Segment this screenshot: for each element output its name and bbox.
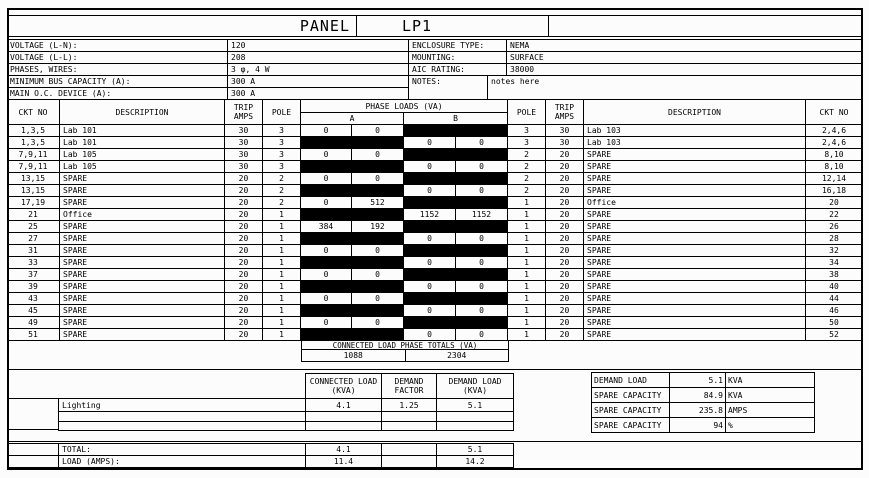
total-connected-load: 4.1 (305, 443, 382, 456)
phase-a-value-cell: 0 (301, 197, 352, 209)
phase-b-value-cell: 0 (404, 329, 456, 341)
pole-right-cell: 3 (508, 137, 546, 149)
pole-right-cell: 2 (508, 173, 546, 185)
trip-amps-right-cell: 20 (546, 209, 584, 221)
phase-a-filled-cell (301, 209, 404, 221)
ckt-no-left-cell: 7,9,11 (7, 149, 60, 161)
demand-summary-label: SPARE CAPACITY (592, 388, 670, 403)
phase-b-value-cell: 0 (404, 161, 456, 173)
ckt-no-left-cell: 21 (7, 209, 60, 221)
info-label: VOLTAGE (L-N): (7, 40, 228, 52)
ckt-no-right-cell: 32 (806, 245, 863, 257)
pole-right-cell: 3 (508, 125, 546, 137)
trip-amps-right-cell: 20 (546, 329, 584, 341)
ckt-no-left-cell: 17,19 (7, 197, 60, 209)
trip-amps-left-cell: 30 (225, 137, 263, 149)
header-pole-right: POLE (508, 100, 546, 125)
trip-amps-left-cell: 20 (225, 305, 263, 317)
description-right-cell: SPARE (584, 269, 806, 281)
classification-connected-load: 4.1 (305, 398, 382, 412)
ckt-no-left-cell: 13,15 (7, 173, 60, 185)
info-label: MINIMUM BUS CAPACITY (A): (7, 76, 228, 88)
demand-summary-value: 84.9 (670, 388, 726, 403)
pole-left-cell: 1 (263, 221, 301, 233)
breaker-table (7, 99, 863, 341)
phase-a-value-cell: 0 (301, 149, 352, 161)
pole-left-cell: 3 (263, 149, 301, 161)
info-label: VOLTAGE (L-L): (7, 52, 228, 64)
pole-right-cell: 1 (508, 305, 546, 317)
phase-a-value-cell: 0 (352, 125, 404, 137)
description-left-cell: SPARE (60, 281, 225, 293)
ckt-no-left-cell: 51 (7, 329, 60, 341)
ckt-no-left-cell: 49 (7, 317, 60, 329)
pole-right-cell: 1 (508, 257, 546, 269)
pole-right-cell: 1 (508, 317, 546, 329)
phase-b-value-cell: 0 (404, 185, 456, 197)
pole-left-cell: 1 (263, 269, 301, 281)
trip-amps-left-cell: 20 (225, 269, 263, 281)
description-right-cell: SPARE (584, 245, 806, 257)
pole-left-cell: 1 (263, 317, 301, 329)
panel-name: LP1 (357, 15, 549, 36)
trip-amps-left-cell: 20 (225, 185, 263, 197)
demand-summary-unit: KVA (726, 373, 815, 388)
description-left-cell: Lab 101 (60, 137, 225, 149)
phase-b-value-cell: 0 (456, 233, 508, 245)
amps-margin-cell (7, 455, 59, 468)
phase-a-value-cell: 0 (301, 173, 352, 185)
classification-demand-load (436, 421, 514, 431)
trip-amps-left-cell: 20 (225, 257, 263, 269)
phase-a-value-cell: 0 (301, 125, 352, 137)
trip-amps-left-cell: 20 (225, 197, 263, 209)
trip-amps-left-cell: 20 (225, 173, 263, 185)
trip-amps-right-cell: 30 (546, 137, 584, 149)
totals-divider-line (7, 441, 863, 442)
pole-left-cell: 1 (263, 293, 301, 305)
demand-summary-label: SPARE CAPACITY (592, 418, 670, 433)
load-amps-factor (381, 455, 437, 468)
trip-amps-right-cell: 20 (546, 281, 584, 293)
trip-amps-right-cell: 20 (546, 233, 584, 245)
trip-amps-right-cell: 30 (546, 125, 584, 137)
pole-left-cell: 1 (263, 257, 301, 269)
trip-amps-right-cell: 20 (546, 221, 584, 233)
ckt-no-right-cell: 22 (806, 209, 863, 221)
demand-summary-table (591, 372, 815, 433)
ckt-no-left-cell: 45 (7, 305, 60, 317)
description-right-cell: SPARE (584, 281, 806, 293)
description-right-cell: SPARE (584, 161, 806, 173)
trip-amps-right-cell: 20 (546, 293, 584, 305)
panel-info-left (7, 39, 409, 100)
info-value: 300 A (228, 88, 409, 100)
info-value: 38000 (506, 63, 863, 76)
ckt-no-right-cell: 8,10 (806, 149, 863, 161)
description-right-cell: SPARE (584, 221, 806, 233)
phase-b-value-cell: 1152 (456, 209, 508, 221)
header-demand-load: DEMAND LOAD (KVA) (436, 373, 514, 399)
description-right-cell: SPARE (584, 257, 806, 269)
description-right-cell: SPARE (584, 173, 806, 185)
title-row (7, 15, 863, 37)
ckt-no-left-cell: 13,15 (7, 185, 60, 197)
info-value: 120 (228, 40, 409, 52)
phase-a-total: 1088 (302, 350, 406, 361)
notes-label: NOTES: (408, 75, 488, 100)
phase-a-value-cell: 0 (352, 269, 404, 281)
ckt-no-left-cell: 25 (7, 221, 60, 233)
pole-left-cell: 2 (263, 185, 301, 197)
demand-summary-label: DEMAND LOAD (592, 373, 670, 388)
pole-right-cell: 2 (508, 161, 546, 173)
header-description-left: DESCRIPTION (60, 100, 225, 125)
ckt-no-right-cell: 2,4,6 (806, 125, 863, 137)
ckt-no-right-cell: 38 (806, 269, 863, 281)
demand-summary-label: SPARE CAPACITY (592, 403, 670, 418)
trip-amps-right-cell: 20 (546, 173, 584, 185)
pole-right-cell: 1 (508, 281, 546, 293)
trip-amps-right-cell: 20 (546, 269, 584, 281)
ckt-no-right-cell: 26 (806, 221, 863, 233)
trip-amps-right-cell: 20 (546, 245, 584, 257)
pole-left-cell: 1 (263, 245, 301, 257)
demand-summary-value: 235.8 (670, 403, 726, 418)
description-right-cell: SPARE (584, 329, 806, 341)
phase-a-value-cell: 0 (301, 293, 352, 305)
phase-a-value-cell: 0 (301, 269, 352, 281)
total-label: TOTAL: (58, 443, 306, 456)
phase-b-value-cell: 0 (456, 161, 508, 173)
pole-left-cell: 1 (263, 281, 301, 293)
trip-amps-left-cell: 20 (225, 233, 263, 245)
phase-a-value-cell: 384 (301, 221, 352, 233)
ckt-no-right-cell: 2,4,6 (806, 137, 863, 149)
ckt-no-left-cell: 31 (7, 245, 60, 257)
notes-value: notes here (487, 75, 863, 100)
load-amps-connected: 11.4 (305, 455, 382, 468)
ckt-no-left-cell: 27 (7, 233, 60, 245)
ckt-no-right-cell: 50 (806, 317, 863, 329)
trip-amps-left-cell: 20 (225, 281, 263, 293)
phase-b-filled-cell (404, 221, 508, 233)
description-right-cell: Lab 103 (584, 137, 806, 149)
pole-right-cell: 1 (508, 269, 546, 281)
phase-b-value-cell: 1152 (404, 209, 456, 221)
phase-a-filled-cell (301, 185, 404, 197)
pole-left-cell: 3 (263, 125, 301, 137)
phase-a-filled-cell (301, 233, 404, 245)
info-value: 3 φ, 4 W (228, 64, 409, 76)
ckt-no-left-cell: 1,3,5 (7, 125, 60, 137)
phase-b-filled-cell (404, 149, 508, 161)
pole-right-cell: 2 (508, 185, 546, 197)
description-left-cell: SPARE (60, 269, 225, 281)
phase-a-value-cell: 0 (352, 317, 404, 329)
demand-summary-unit: KVA (726, 388, 815, 403)
demand-summary-value: 94 (670, 418, 726, 433)
phase-b-filled-cell (404, 245, 508, 257)
phase-a-value-cell: 0 (301, 245, 352, 257)
phase-a-value-cell: 512 (352, 197, 404, 209)
classification-demand-factor (381, 421, 437, 431)
trip-amps-left-cell: 20 (225, 221, 263, 233)
ckt-no-left-cell: 43 (7, 293, 60, 305)
pole-right-cell: 1 (508, 329, 546, 341)
phase-a-filled-cell (301, 281, 404, 293)
phase-b-filled-cell (404, 317, 508, 329)
description-left-cell: SPARE (60, 221, 225, 233)
phase-b-filled-cell (404, 197, 508, 209)
ckt-no-right-cell: 34 (806, 257, 863, 269)
description-right-cell: Lab 103 (584, 125, 806, 137)
phase-a-value-cell: 192 (352, 221, 404, 233)
pole-left-cell: 2 (263, 173, 301, 185)
trip-amps-right-cell: 20 (546, 305, 584, 317)
description-left-cell: Lab 105 (60, 149, 225, 161)
info-value: SURFACE (506, 51, 863, 64)
phase-a-filled-cell (301, 305, 404, 317)
info-label: MAIN O.C. DEVICE (A): (7, 88, 228, 100)
classification-margin-cell (7, 398, 59, 430)
total-demand-load: 5.1 (436, 443, 514, 456)
demand-summary-unit: % (726, 418, 815, 433)
info-label: MOUNTING: (408, 51, 507, 64)
trip-amps-right-cell: 20 (546, 257, 584, 269)
description-left-cell: SPARE (60, 305, 225, 317)
header-trip-amps-right: TRIP AMPS (546, 100, 584, 125)
classification-name: Lighting (58, 398, 306, 412)
panel-title-label: PANEL (7, 15, 357, 36)
description-left-cell: SPARE (60, 317, 225, 329)
info-value: 208 (228, 52, 409, 64)
trip-amps-right-cell: 20 (546, 149, 584, 161)
pole-left-cell: 1 (263, 329, 301, 341)
trip-amps-left-cell: 30 (225, 161, 263, 173)
pole-left-cell: 1 (263, 305, 301, 317)
description-left-cell: SPARE (60, 293, 225, 305)
demand-summary-unit: AMPS (726, 403, 815, 418)
header-pole-left: POLE (263, 100, 301, 125)
phase-b-value-cell: 0 (456, 281, 508, 293)
header-ckt-no-right: CKT NO (806, 100, 863, 125)
ckt-no-right-cell: 44 (806, 293, 863, 305)
pole-right-cell: 2 (508, 149, 546, 161)
pole-left-cell: 3 (263, 161, 301, 173)
phase-a-filled-cell (301, 257, 404, 269)
phase-b-value-cell: 0 (404, 305, 456, 317)
pole-left-cell: 1 (263, 209, 301, 221)
trip-amps-right-cell: 20 (546, 185, 584, 197)
phase-a-filled-cell (301, 137, 404, 149)
pole-left-cell: 1 (263, 233, 301, 245)
ckt-no-right-cell: 12,14 (806, 173, 863, 185)
ckt-no-left-cell: 33 (7, 257, 60, 269)
info-label: ENCLOSURE TYPE: (408, 39, 507, 52)
phase-b-value-cell: 0 (456, 185, 508, 197)
phase-a-filled-cell (301, 161, 404, 173)
load-amps-label: LOAD (AMPS): (58, 455, 306, 468)
description-left-cell: SPARE (60, 245, 225, 257)
phase-b-filled-cell (404, 125, 508, 137)
ckt-no-right-cell: 28 (806, 233, 863, 245)
header-trip-amps-left: TRIP AMPS (225, 100, 263, 125)
info-value: 300 A (228, 76, 409, 88)
description-left-cell: SPARE (60, 173, 225, 185)
description-left-cell: Office (60, 209, 225, 221)
phase-a-value-cell: 0 (301, 317, 352, 329)
phase-b-value-cell: 0 (404, 137, 456, 149)
ckt-no-right-cell: 52 (806, 329, 863, 341)
phase-b-total: 2304 (447, 351, 467, 360)
description-right-cell: SPARE (584, 317, 806, 329)
header-phase-b: B (404, 113, 508, 125)
phase-b-filled-cell (404, 269, 508, 281)
trip-amps-left-cell: 30 (225, 125, 263, 137)
description-right-cell: SPARE (584, 209, 806, 221)
header-phase-loads: PHASE LOADS (VA) (301, 100, 508, 113)
phase-a-value-cell: 0 (352, 293, 404, 305)
pole-right-cell: 1 (508, 245, 546, 257)
description-left-cell: SPARE (60, 197, 225, 209)
phase-a-value-cell: 0 (352, 245, 404, 257)
section-divider-line (7, 369, 863, 370)
phase-b-value-cell: 0 (456, 137, 508, 149)
classification-name (58, 421, 306, 431)
pole-right-cell: 1 (508, 293, 546, 305)
phase-a-value-cell: 0 (352, 173, 404, 185)
demand-summary-value: 5.1 (670, 373, 726, 388)
header-demand-factor: DEMAND FACTOR (381, 373, 437, 399)
ckt-no-right-cell: 16,18 (806, 185, 863, 197)
description-right-cell: SPARE (584, 305, 806, 317)
ckt-no-right-cell: 40 (806, 281, 863, 293)
trip-amps-left-cell: 20 (225, 293, 263, 305)
phase-b-filled-cell (404, 293, 508, 305)
trip-amps-right-cell: 20 (546, 161, 584, 173)
description-left-cell: Lab 101 (60, 125, 225, 137)
info-value: NEMA (506, 39, 863, 52)
ckt-no-right-cell: 46 (806, 305, 863, 317)
description-right-cell: SPARE (584, 233, 806, 245)
info-label: PHASES, WIRES: (7, 64, 228, 76)
header-ckt-no-left: CKT NO (7, 100, 60, 125)
pole-right-cell: 1 (508, 221, 546, 233)
phase-b-filled-cell (404, 173, 508, 185)
description-right-cell: SPARE (584, 185, 806, 197)
trip-amps-right-cell: 20 (546, 197, 584, 209)
description-right-cell: Office (584, 197, 806, 209)
load-amps-demand: 14.2 (436, 455, 514, 468)
ckt-no-left-cell: 37 (7, 269, 60, 281)
trip-amps-left-cell: 20 (225, 209, 263, 221)
description-left-cell: SPARE (60, 185, 225, 197)
classification-demand-load: 5.1 (436, 398, 514, 412)
description-left-cell: Lab 105 (60, 161, 225, 173)
header-phase-a: A (301, 113, 404, 125)
title-blank-cell (549, 15, 863, 36)
phase-a-value-cell: 0 (352, 149, 404, 161)
ckt-no-left-cell: 7,9,11 (7, 161, 60, 173)
description-right-cell: SPARE (584, 293, 806, 305)
trip-amps-left-cell: 20 (225, 245, 263, 257)
description-left-cell: SPARE (60, 257, 225, 269)
pole-left-cell: 2 (263, 197, 301, 209)
trip-amps-right-cell: 20 (546, 317, 584, 329)
ckt-no-left-cell: 39 (7, 281, 60, 293)
trip-amps-left-cell: 20 (225, 317, 263, 329)
classification-connected-load (305, 421, 382, 431)
description-left-cell: SPARE (60, 233, 225, 245)
description-right-cell: SPARE (584, 149, 806, 161)
phase-b-value-cell: 0 (456, 305, 508, 317)
ckt-no-right-cell: 8,10 (806, 161, 863, 173)
ckt-no-right-cell: 20 (806, 197, 863, 209)
trip-amps-left-cell: 20 (225, 329, 263, 341)
phase-b-value-cell: 0 (404, 233, 456, 245)
pole-left-cell: 3 (263, 137, 301, 149)
trip-amps-left-cell: 30 (225, 149, 263, 161)
phase-b-value-cell: 0 (404, 257, 456, 269)
phase-b-value-cell: 0 (456, 329, 508, 341)
pole-right-cell: 1 (508, 233, 546, 245)
phase-totals-label: CONNECTED LOAD PHASE TOTALS (VA) (302, 341, 508, 350)
header-description-right: DESCRIPTION (584, 100, 806, 125)
pole-right-cell: 1 (508, 197, 546, 209)
phase-b-value-cell: 0 (404, 281, 456, 293)
info-label: AIC RATING: (408, 63, 507, 76)
ckt-no-left-cell: 1,3,5 (7, 137, 60, 149)
pole-right-cell: 1 (508, 209, 546, 221)
classification-demand-factor: 1.25 (381, 398, 437, 412)
description-left-cell: SPARE (60, 329, 225, 341)
phase-totals-block (301, 340, 509, 362)
header-connected-load: CONNECTED LOAD (KVA) (305, 373, 382, 399)
phase-b-value-cell: 0 (456, 257, 508, 269)
